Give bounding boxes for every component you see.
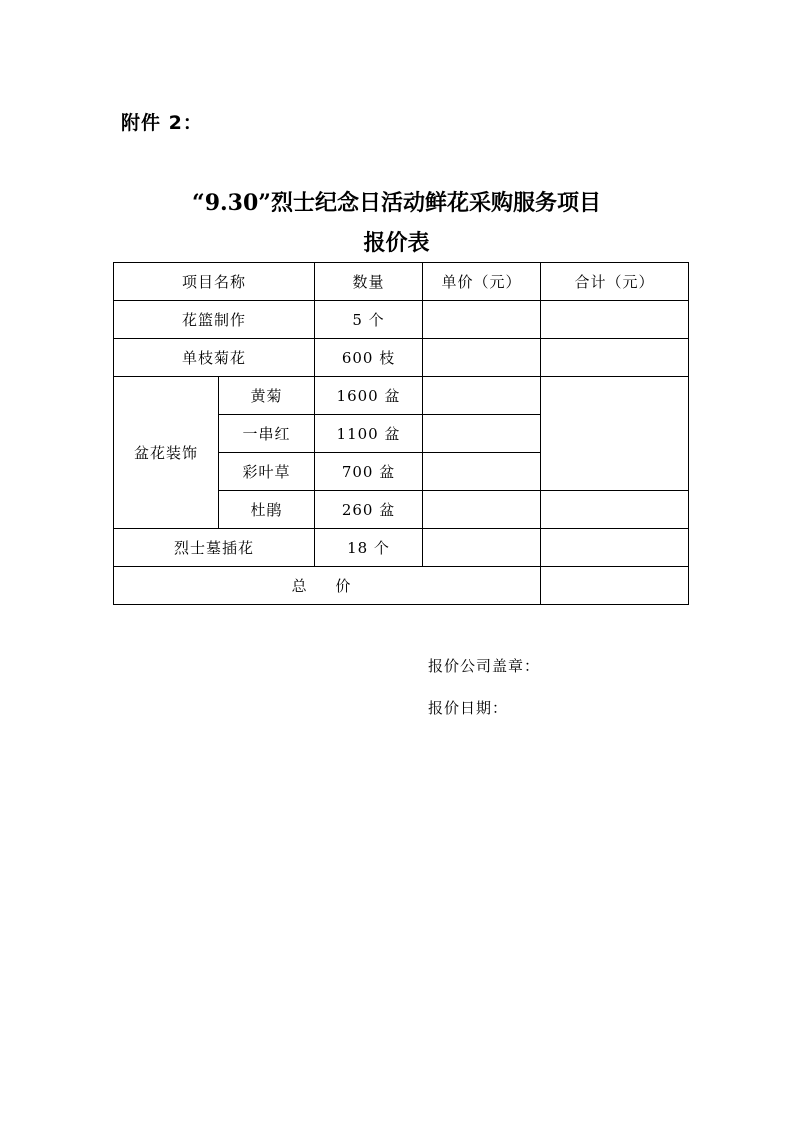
quantity-cell: 1100 盆 (315, 415, 423, 453)
item-name-cell: 烈士墓插花 (114, 529, 315, 567)
unit-price-cell (423, 339, 541, 377)
unit-price-cell (423, 301, 541, 339)
total-value-cell (541, 567, 689, 605)
sub-item-name-cell: 一串红 (219, 415, 315, 453)
quantity-cell: 1600 盆 (315, 377, 423, 415)
header-item-name: 项目名称 (114, 263, 315, 301)
header-quantity: 数量 (315, 263, 423, 301)
subtotal-cell (541, 529, 689, 567)
group-name-cell: 盆花装饰 (114, 377, 219, 529)
table-row (114, 377, 689, 415)
total-label: 总 价 (114, 567, 541, 605)
header-subtotal: 合计（元） (541, 263, 689, 301)
document-subtitle: 报价表 (363, 230, 430, 256)
quote-table (113, 262, 689, 605)
unit-price-cell (423, 453, 541, 491)
subtotal-cell (541, 301, 689, 339)
quantity-cell: 260 盆 (315, 491, 423, 529)
unit-price-cell (423, 377, 541, 415)
quantity-cell: 600 枝 (315, 339, 423, 377)
document-title: “9.30”烈士纪念日活动鲜花采购服务项目 (192, 190, 601, 216)
unit-price-cell (423, 415, 541, 453)
item-name-cell: 单枝菊花 (114, 339, 315, 377)
subtotal-cell (541, 491, 689, 529)
unit-price-cell (423, 491, 541, 529)
sub-item-name-cell: 杜鹃 (219, 491, 315, 529)
quantity-cell: 18 个 (315, 529, 423, 567)
subtotal-cell (541, 339, 689, 377)
header-unit-price: 单价（元） (423, 263, 541, 301)
sub-item-name-cell: 彩叶草 (219, 453, 315, 491)
company-seal-label: 报价公司盖章： (428, 657, 541, 675)
quote-date-label: 报价日期： (428, 699, 509, 717)
table-row (114, 301, 689, 339)
unit-price-cell (423, 529, 541, 567)
table-row (114, 529, 689, 567)
quantity-cell: 700 盆 (315, 453, 423, 491)
table-row (114, 339, 689, 377)
table-header-row (114, 263, 689, 301)
subtotal-cell (541, 377, 689, 491)
total-row (114, 567, 689, 605)
quantity-cell: 5 个 (315, 301, 423, 339)
attachment-label: 附件 2： (121, 112, 203, 134)
item-name-cell: 花篮制作 (114, 301, 315, 339)
sub-item-name-cell: 黄菊 (219, 377, 315, 415)
